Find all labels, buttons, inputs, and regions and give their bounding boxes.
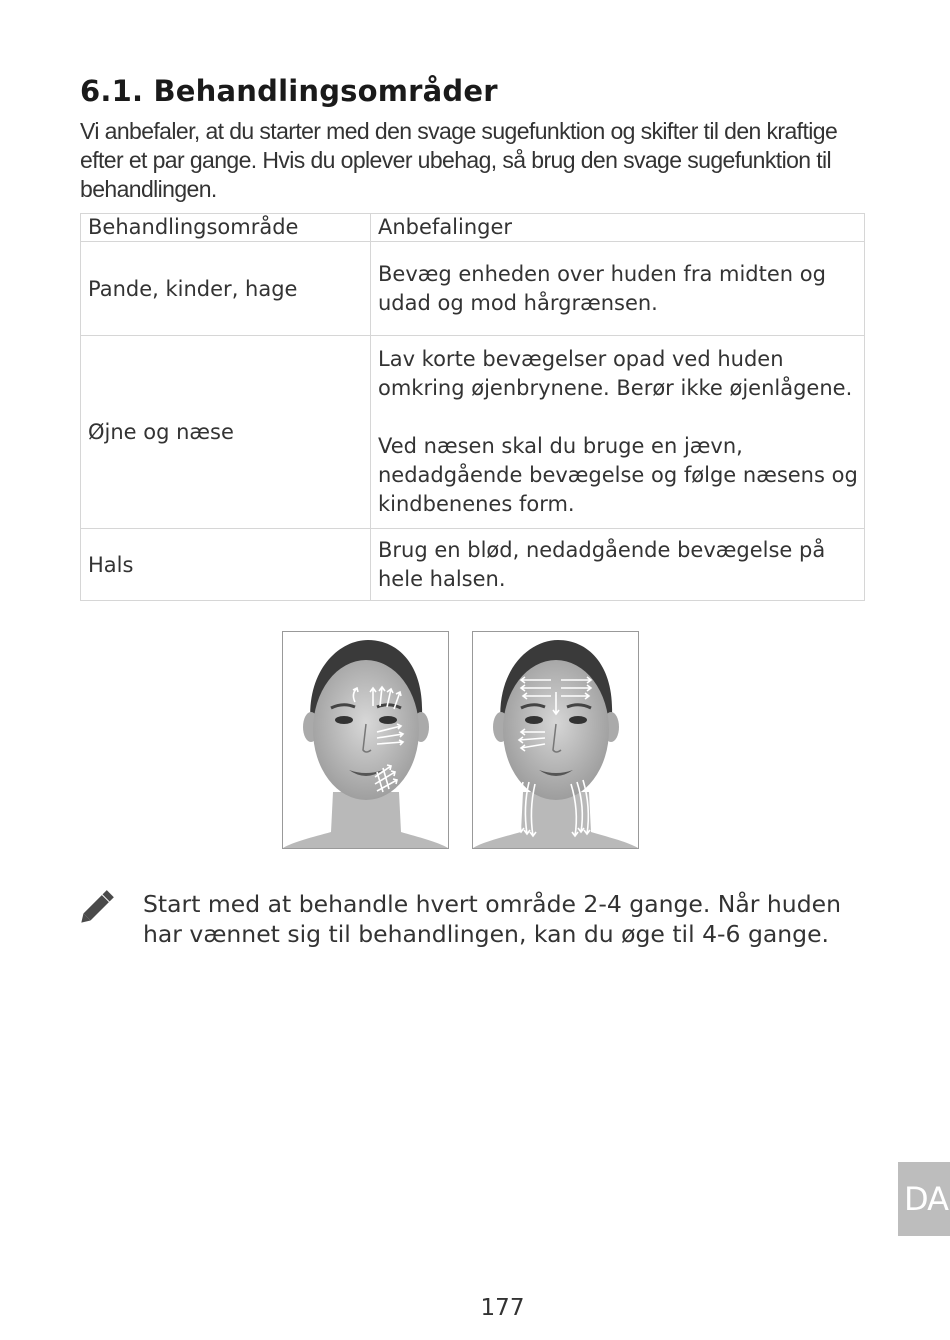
section-heading: 6.1. Behandlingsområder bbox=[80, 74, 498, 108]
area-cell: Øjne og næse bbox=[81, 336, 371, 529]
table-row bbox=[81, 336, 865, 529]
area-cell: Pande, kinder, hage bbox=[81, 242, 371, 336]
intro-paragraph: Vi anbefaler, at du starter med den svage sugefunktion og skifter til den kraftige efter et par gange. Hvis du oplever ubehag, så brug den svage sugefunktion til behandlingen. bbox=[80, 118, 838, 202]
table-row bbox=[81, 529, 865, 601]
pencil-icon bbox=[78, 884, 120, 926]
recommendation-text: Ved næsen skal du bruge en jævn, nedadgående bevægelse og følge næsens og kindbenenes form. bbox=[378, 434, 858, 516]
recommendation-cell bbox=[371, 529, 865, 601]
recommendation-cell bbox=[371, 336, 865, 529]
column-header-area: Behandlingsområde bbox=[81, 214, 371, 242]
recommendation-text: Brug en blød, nedadgående bevægelse på hele halsen. bbox=[378, 537, 826, 591]
note-text: Start med at behandle hvert område 2-4 gange. Når huden har vænnet sig til behandlingen, kan du øge til 4-6 gange. bbox=[143, 890, 841, 948]
recommendation-text: Bevæg enheden over huden fra midten og udad og mod hårgrænsen. bbox=[378, 261, 826, 315]
language-tab: DA bbox=[898, 1162, 950, 1236]
table-header-row bbox=[81, 214, 865, 242]
face-illustration-cheeks bbox=[282, 631, 449, 849]
page-number: 177 bbox=[480, 1295, 525, 1321]
treatment-table bbox=[80, 213, 865, 601]
column-header-recommendations: Anbefalinger bbox=[371, 214, 865, 242]
area-cell: Hals bbox=[81, 529, 371, 601]
table-row bbox=[81, 242, 865, 336]
recommendation-cell bbox=[371, 242, 865, 336]
face-illustration-neck bbox=[472, 631, 639, 849]
recommendation-text: Lav korte bevægelser opad ved huden omkring øjenbrynene. Berør ikke øjenlågene. bbox=[378, 347, 853, 400]
